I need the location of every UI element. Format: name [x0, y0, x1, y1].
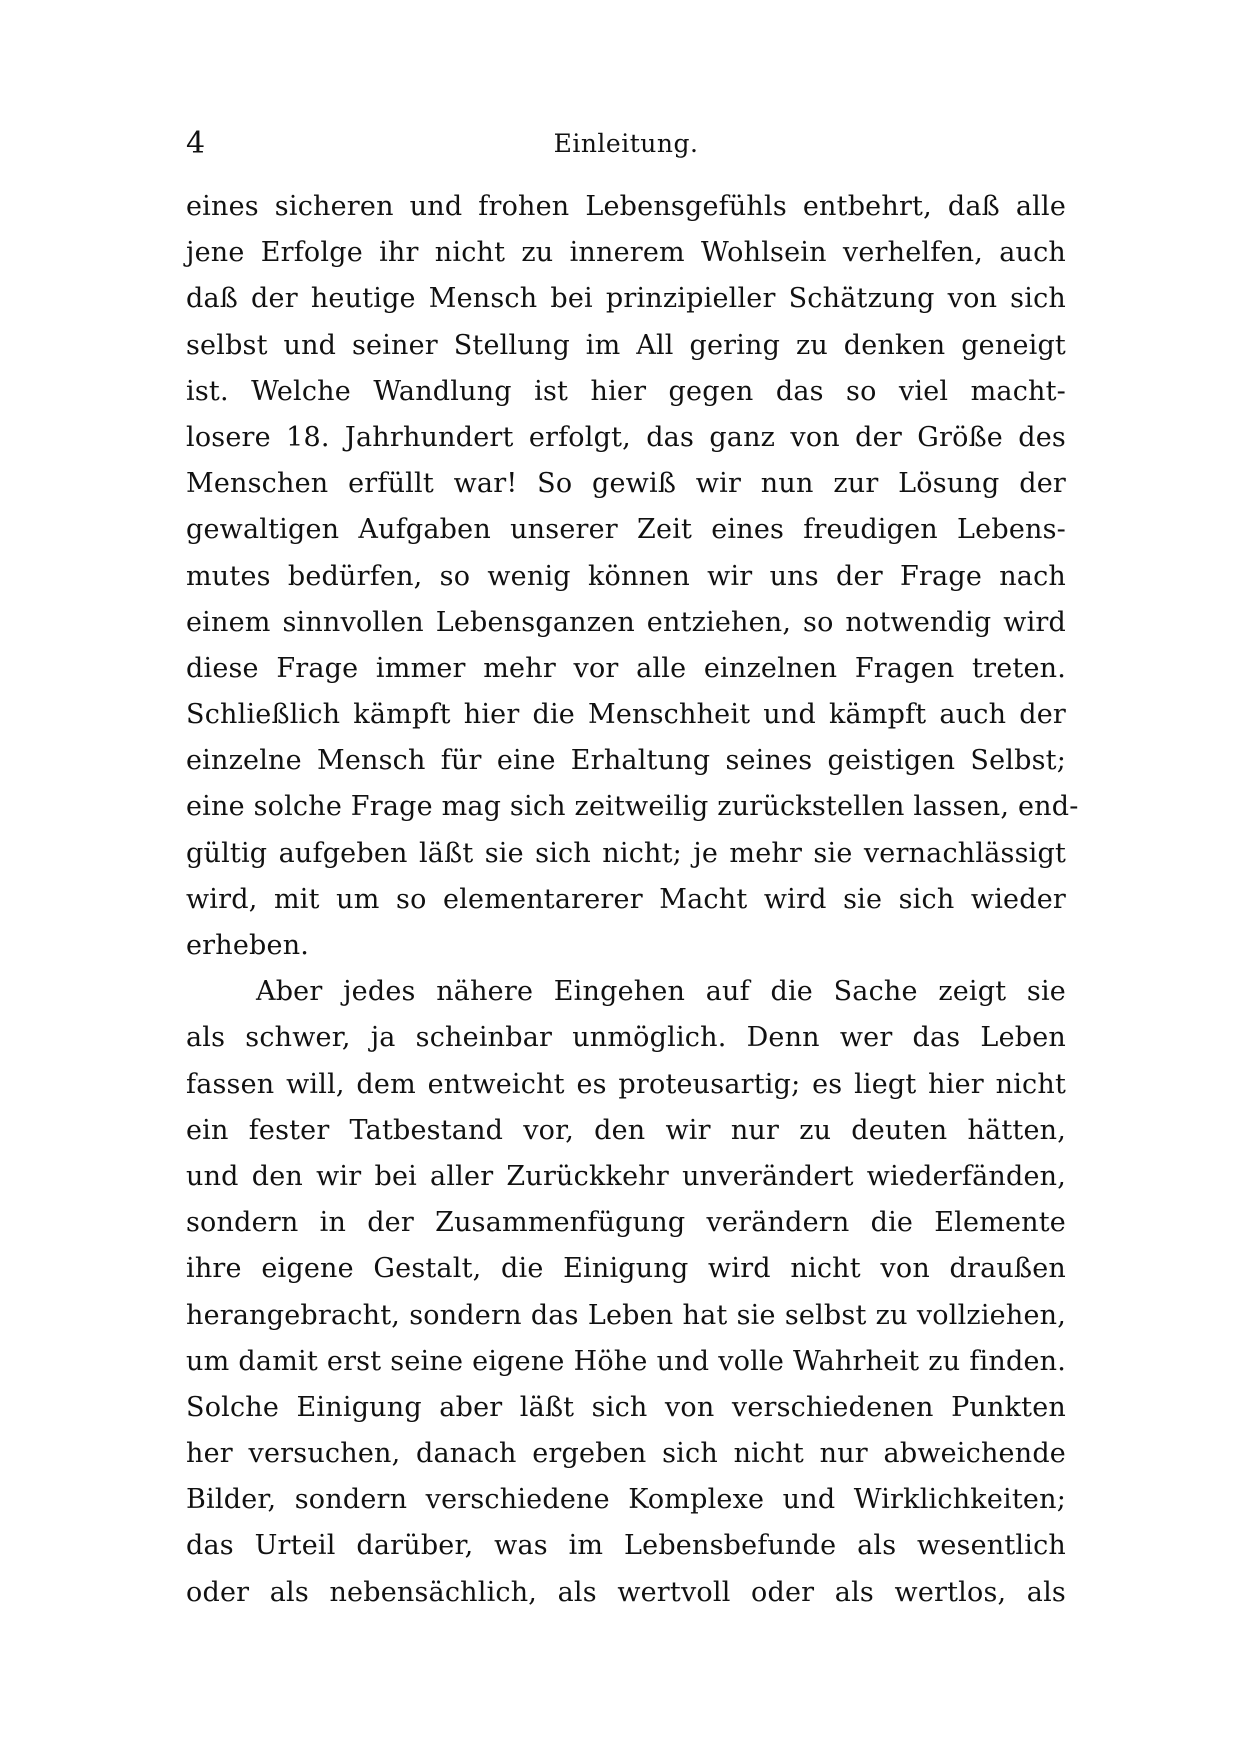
text-line: ein fester Tatbestand vor, den wir nur zu deuten hätten, — [186, 1114, 1066, 1146]
text-line: wird, mit um so elementarerer Macht wird sie sich wieder — [186, 883, 1066, 915]
text-line: sondern in der Zusammenfügung verändern die Elemente — [186, 1207, 1066, 1239]
text-line: gewaltigen Aufgaben unserer Zeit eines freudigen Lebens- — [186, 514, 1066, 546]
text-line: einzelne Mensch für eine Erhaltung seines geistigen Selbst; — [186, 745, 1066, 777]
text-line: eines sicheren und frohen Lebensgefühls entbehrt, daß alle — [186, 191, 1066, 222]
text-line: oder als nebensächlich, als wertvoll oder als wertlos, als — [186, 1576, 1066, 1608]
text-line: daß der heutige Mensch bei prinzipieller Schätzung von sich — [186, 283, 1066, 315]
text-line: um damit erst seine eigene Höhe und volle Wahrheit zu finden. — [186, 1345, 1066, 1377]
text-line: losere 18. Jahrhundert erfolgt, das ganz von der Größe des — [186, 421, 1066, 453]
text-line: eine solche Frage mag sich zeitweilig zurückstellen lassen, end- — [186, 791, 1079, 823]
text-line: und den wir bei aller Zurückkehr unverändert wiederfänden, — [186, 1160, 1066, 1192]
text-line: jene Erfolge ihr nicht zu innerem Wohlsein verhelfen, auch — [186, 237, 1066, 269]
text-line: her versuchen, danach ergeben sich nicht nur abweichende — [186, 1438, 1066, 1470]
text-line: ihre eigene Gestalt, die Einigung wird nicht von draußen — [186, 1253, 1066, 1285]
paragraph-1 — [186, 184, 1079, 969]
body-text — [186, 184, 1079, 1616]
text-line: Aber jedes nähere Eingehen auf die Sache zeigt sie — [256, 976, 1066, 1008]
text-line: herangebracht, sondern das Leben hat sie selbst zu vollziehen, — [186, 1299, 1066, 1331]
text-line: erheben. — [186, 930, 310, 961]
text-line: Solche Einigung aber läßt sich von verschiedenen Punkten — [186, 1391, 1066, 1423]
running-head — [186, 122, 1066, 166]
text-line: Bilder, sondern verschiedene Komplexe und Wirklichkeiten; — [186, 1484, 1066, 1516]
text-line: fassen will, dem entweicht es proteusartig; es liegt hier nicht — [186, 1068, 1066, 1100]
text-line: das Urteil darüber, was im Lebensbefunde als wesentlich — [186, 1530, 1066, 1562]
text-line: als schwer, ja scheinbar unmöglich. Denn wer das Leben — [186, 1022, 1066, 1054]
text-line: Schließlich kämpft hier die Menschheit und kämpft auch der — [186, 699, 1066, 731]
paragraph-2 — [186, 969, 1066, 1616]
text-line: ist. Welche Wandlung ist hier gegen das so viel macht- — [186, 375, 1066, 407]
text-line: diese Frage immer mehr vor alle einzelnen Fragen treten. — [186, 652, 1066, 684]
text-line: selbst und seiner Stellung im All gering zu denken geneigt — [186, 329, 1066, 361]
text-line: einem sinnvollen Lebensganzen entziehen, so notwendig wird — [186, 606, 1066, 638]
text-line: gültig aufgeben läßt sie sich nicht; je mehr sie vernachlässigt — [186, 837, 1066, 869]
text-line: Menschen erfüllt war! So gewiß wir nun zur Lösung der — [186, 468, 1066, 500]
text-line: mutes bedürfen, so wenig können wir uns der Frage nach — [186, 560, 1066, 592]
chapter-title: Einleitung. — [553, 129, 699, 158]
page-number: 4 — [186, 126, 206, 161]
